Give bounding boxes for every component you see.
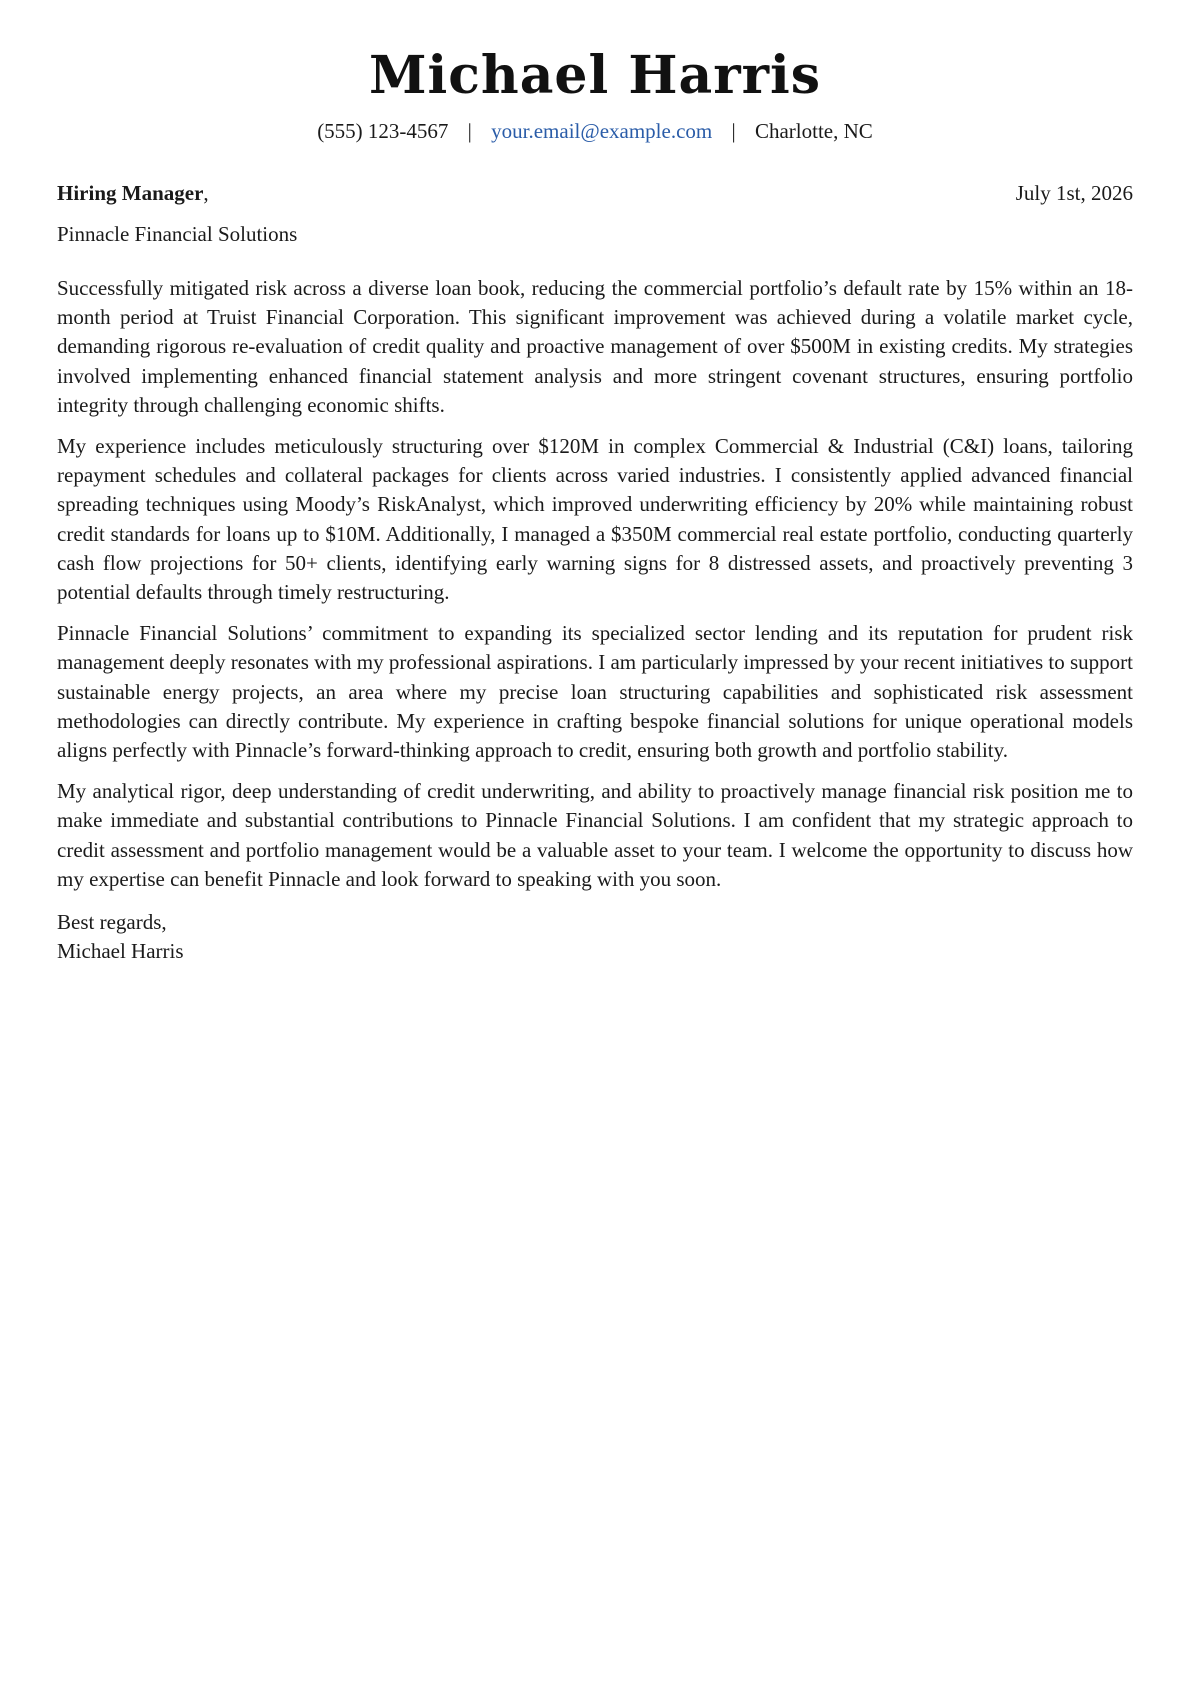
sign-off: Best regards, xyxy=(57,910,167,935)
body-paragraph: My experience includes meticulously structuring over $120M in complex Commercial & Industrial (C&I) loans, tailoring repayment schedules and collateral packages for clients across varied industries. I consistently applied advanced financial spreading techniques using Moody’s RiskAnalyst, which improved underwriting efficiency by 20% while maintaining robust credit standards for loans up to $10M. Additionally, I managed a $350M commercial real estate portfolio, conducting quarterly cash flow projections for 50+ clients, identifying early warning signs for 8 distressed assets, and proactively preventing 3 potential defaults through timely restructuring. xyxy=(57,434,1133,605)
location: Charlotte, NC xyxy=(754,119,873,143)
body-paragraph: Successfully mitigated risk across a diverse loan book, reducing the commercial portfolio’s default rate by 15% within an 18-month period at Truist Financial Corporation. This significant improvement was achieved during a volatile market cycle, demanding rigorous re-evaluation of credit quality and proactive management of over $500M in existing credits. My strategies involved implementing enhanced financial statement analysis and more stringent covenant structures, ensuring portfolio integrity through challenging economic shifts. xyxy=(57,276,1133,417)
salutation xyxy=(57,178,209,208)
cover-letter-page xyxy=(57,0,1133,966)
letter-date: July 1st, 2026 xyxy=(1015,181,1133,205)
body-paragraph: My analytical rigor, deep understanding of credit underwriting, and ability to proactively manage financial risk position me to make immediate and substantial contributions to Pinnacle Financial Solutions. I am confident that my strategic approach to credit assessment and portfolio management would be a valuable asset to your team. I welcome the opportunity to discuss how my expertise can benefit Pinnacle and look forward to speaking with you soon. xyxy=(57,779,1133,891)
recipient-company: Pinnacle Financial Solutions xyxy=(57,222,298,246)
body-paragraph: Pinnacle Financial Solutions’ commitment to expanding its specialized sector lending and its reputation for prudent risk management deeply resonates with my professional aspirations. I am particularly impressed by your recent initiatives to support sustainable energy projects, an area where my precise loan structuring capabilities and sophisticated risk assessment methodologies can directly contribute. My experience in crafting bespoke financial solutions for unique operational models aligns perfectly with Pinnacle’s forward-thinking approach to credit, ensuring both growth and portfolio stability. xyxy=(57,621,1133,763)
contact-separator: | xyxy=(731,119,736,143)
contact-line xyxy=(57,116,1133,146)
letter-closing xyxy=(57,908,1133,966)
letter-body xyxy=(57,274,1133,894)
recipient-row xyxy=(57,178,1133,208)
letter-header xyxy=(57,40,1133,146)
applicant-name: Michael Harris xyxy=(368,45,822,106)
phone-number: (555) 123-4567 xyxy=(317,119,449,143)
salutation-name: Hiring Manager xyxy=(57,181,204,205)
salutation-punct: , xyxy=(203,181,209,205)
signature-name: Michael Harris xyxy=(57,939,184,964)
email-link[interactable]: your.email@example.com xyxy=(491,119,713,143)
contact-separator: | xyxy=(467,119,472,143)
